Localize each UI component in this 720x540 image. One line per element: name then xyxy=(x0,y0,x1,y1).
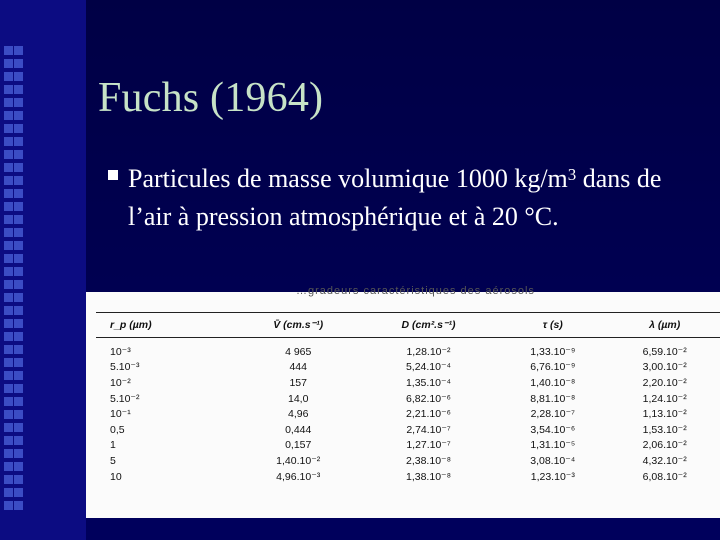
cell-lambda: 1,13.10⁻² xyxy=(642,408,687,421)
cell-diffusion: 6,82.10⁻⁶ xyxy=(406,392,451,405)
cell-velocity: 1,40.10⁻² xyxy=(276,454,321,467)
decor-square xyxy=(4,228,13,237)
decor-square xyxy=(14,163,23,172)
cell-tau: 6,76.10⁻⁹ xyxy=(530,361,576,374)
decor-square xyxy=(14,345,23,354)
header-diffusion: D (cm².s⁻¹) xyxy=(361,313,496,338)
decor-square xyxy=(14,137,23,146)
decor-square xyxy=(14,215,23,224)
bullet-superscript: 3 xyxy=(567,165,577,184)
decor-square xyxy=(14,228,23,237)
bullet-text-rest: dans de l’air à pression atmosphérique et à 20 °C. xyxy=(128,164,662,231)
cell-diffusion: 2,74.10⁻⁷ xyxy=(406,423,451,436)
cell-tau: 3,54.10⁻⁶ xyxy=(530,423,576,436)
cell-tau: 3,08.10⁻⁴ xyxy=(530,454,576,467)
cell-velocity: 4 965 xyxy=(285,345,312,358)
table-row xyxy=(96,338,720,360)
decor-square xyxy=(4,293,13,302)
cell-rp: 10 xyxy=(110,470,122,483)
decor-square xyxy=(14,410,23,419)
decor-square xyxy=(4,267,13,276)
cell-lambda: 3,00.10⁻² xyxy=(642,361,687,374)
cell-diffusion: 1,35.10⁻⁴ xyxy=(405,376,452,389)
decor-square xyxy=(14,358,23,367)
decor-square xyxy=(14,462,23,471)
cell-velocity: 4,96 xyxy=(287,408,309,421)
decor-square xyxy=(4,449,13,458)
decor-square xyxy=(4,189,13,198)
cell-lambda: 2,06.10⁻² xyxy=(642,439,687,452)
bullet-text-main: Particules de masse volumique 1000 kg/m xyxy=(128,164,568,193)
decor-square xyxy=(14,46,23,55)
decor-square xyxy=(4,150,13,159)
decor-square xyxy=(4,254,13,263)
table-row xyxy=(96,360,720,376)
cell-tau: 1,40.10⁻⁸ xyxy=(530,376,576,389)
cell-lambda: 6,08.10⁻² xyxy=(642,470,687,483)
decor-square xyxy=(14,267,23,276)
decor-square xyxy=(4,124,13,133)
decor-square xyxy=(14,124,23,133)
cell-lambda: 4,32.10⁻² xyxy=(642,454,687,467)
decor-square xyxy=(14,85,23,94)
header-rp: r_p (µm) xyxy=(96,313,236,338)
cell-velocity: 444 xyxy=(289,361,307,374)
decor-square xyxy=(4,46,13,55)
decor-square xyxy=(4,280,13,289)
decor-square xyxy=(14,176,23,185)
cell-rp: 5 xyxy=(110,454,116,467)
cell-velocity: 4,96.10⁻³ xyxy=(276,470,321,483)
decor-square xyxy=(14,150,23,159)
decor-square xyxy=(4,137,13,146)
cell-diffusion: 2,21.10⁻⁶ xyxy=(406,408,451,421)
decor-square xyxy=(4,85,13,94)
cell-diffusion: 1,38.10⁻⁸ xyxy=(406,470,452,483)
decor-square xyxy=(14,111,23,120)
cell-velocity: 0,444 xyxy=(285,423,312,436)
cell-diffusion: 1,27.10⁻⁷ xyxy=(406,439,451,452)
decor-square xyxy=(14,332,23,341)
decor-square xyxy=(14,371,23,380)
decor-square xyxy=(4,475,13,484)
decor-square xyxy=(4,215,13,224)
aerosol-table xyxy=(96,312,720,484)
decor-square xyxy=(14,72,23,81)
cell-rp: 10⁻¹ xyxy=(110,408,131,421)
decor-square xyxy=(14,488,23,497)
decor-square xyxy=(4,332,13,341)
decor-square xyxy=(4,501,13,510)
bullet-square-icon xyxy=(108,170,118,180)
decor-square xyxy=(4,59,13,68)
cell-tau: 1,23.10⁻³ xyxy=(530,470,575,483)
decor-square xyxy=(4,176,13,185)
cell-rp: 5.10⁻³ xyxy=(110,361,140,374)
table-row xyxy=(96,391,720,407)
cell-lambda: 6,59.10⁻² xyxy=(642,345,687,358)
decor-square xyxy=(4,410,13,419)
decor-square xyxy=(14,189,23,198)
table-header-row xyxy=(96,313,720,338)
decor-square xyxy=(14,423,23,432)
slide-title: Fuchs (1964) xyxy=(98,75,324,121)
decor-square xyxy=(14,436,23,445)
table-row xyxy=(96,469,720,485)
table-row xyxy=(96,406,720,422)
cell-diffusion: 5,24.10⁻⁴ xyxy=(405,361,452,374)
decorative-squares xyxy=(4,46,24,514)
decor-square xyxy=(14,293,23,302)
left-decor-strip xyxy=(0,0,86,540)
decor-square xyxy=(14,241,23,250)
decor-square xyxy=(14,397,23,406)
cell-lambda: 1,24.10⁻² xyxy=(642,392,687,405)
bottom-band xyxy=(86,518,720,540)
decor-square xyxy=(14,280,23,289)
cell-velocity: 0,157 xyxy=(285,439,312,452)
decor-square xyxy=(4,163,13,172)
decor-square xyxy=(14,475,23,484)
decor-square xyxy=(14,254,23,263)
decor-square xyxy=(4,397,13,406)
cell-rp: 0,5 xyxy=(110,423,125,436)
decor-square xyxy=(14,319,23,328)
table-caption-fragment: …gradeurs caractéristiques des aérosols xyxy=(296,285,535,297)
decor-square xyxy=(4,488,13,497)
decor-square xyxy=(4,423,13,432)
cell-velocity: 14,0 xyxy=(287,392,309,405)
decor-square xyxy=(4,202,13,211)
cell-tau: 1,31.10⁻⁵ xyxy=(530,439,576,452)
decor-square xyxy=(4,98,13,107)
decor-square xyxy=(14,449,23,458)
decor-square xyxy=(14,306,23,315)
decor-square xyxy=(4,241,13,250)
decor-square xyxy=(4,371,13,380)
cell-diffusion: 1,28.10⁻² xyxy=(406,345,451,358)
decor-square xyxy=(4,436,13,445)
decor-square xyxy=(14,98,23,107)
header-tau: τ (s) xyxy=(496,313,609,338)
table-row xyxy=(96,453,720,469)
cell-rp: 10⁻³ xyxy=(110,345,131,358)
header-lambda: λ (µm) xyxy=(609,313,720,338)
decor-square xyxy=(14,202,23,211)
cell-rp: 10⁻² xyxy=(110,376,131,389)
cell-lambda: 1,53.10⁻² xyxy=(642,423,687,436)
table-image xyxy=(86,285,720,518)
cell-tau: 8,81.10⁻⁸ xyxy=(530,392,576,405)
cell-velocity: 157 xyxy=(289,376,307,389)
decor-square xyxy=(4,306,13,315)
table-row xyxy=(96,375,720,391)
decor-square xyxy=(4,319,13,328)
cell-lambda: 2,20.10⁻² xyxy=(642,376,687,389)
decor-square xyxy=(14,384,23,393)
cell-tau: 1,33.10⁻⁹ xyxy=(530,345,576,358)
decor-square xyxy=(14,501,23,510)
header-velocity: V̄ (cm.s⁻¹) xyxy=(236,313,361,338)
cell-rp: 1 xyxy=(110,439,116,452)
decor-square xyxy=(4,384,13,393)
decor-square xyxy=(4,72,13,81)
cell-diffusion: 2,38.10⁻⁸ xyxy=(406,454,452,467)
cell-rp: 5.10⁻² xyxy=(110,392,140,405)
decor-square xyxy=(4,111,13,120)
decor-square xyxy=(4,358,13,367)
decor-square xyxy=(14,59,23,68)
decor-square xyxy=(4,462,13,471)
table-row xyxy=(96,422,720,438)
bullet-text xyxy=(128,160,698,236)
decor-square xyxy=(4,345,13,354)
table-row xyxy=(96,438,720,454)
cell-tau: 2,28.10⁻⁷ xyxy=(530,408,575,421)
